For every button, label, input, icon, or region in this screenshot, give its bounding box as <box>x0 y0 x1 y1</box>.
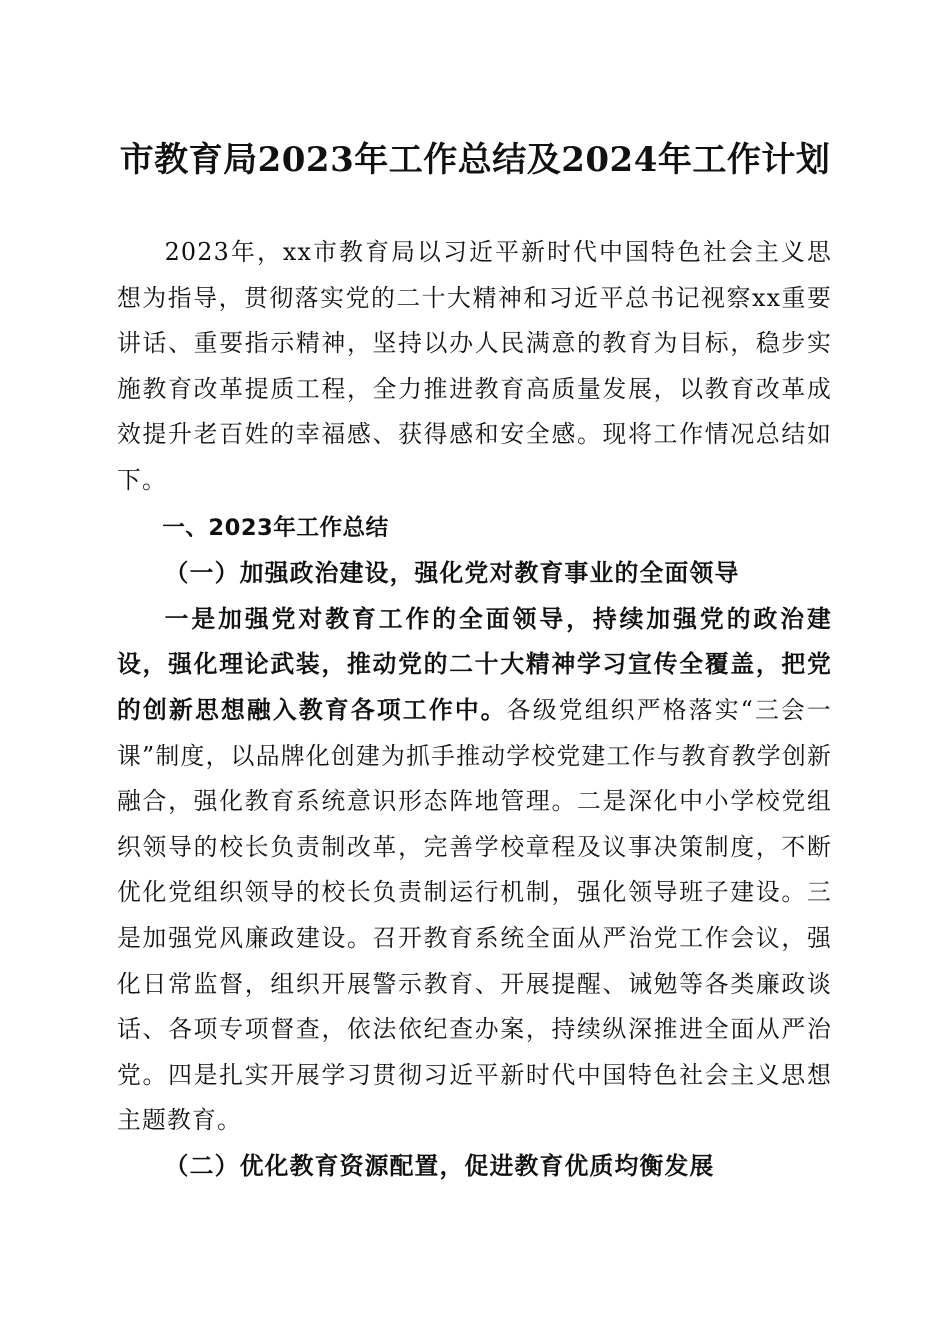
paragraph-body-text: 各级党组织严格落实“三会一课”制度，以品牌化创建为抓手推动学校党建工作与教育教学创新融合，强化教育系统意识形态阵地管理。二是深化中小学校党组织领导的校长负责制改革，完善学校章程及议事决策制度，不断优化党组织领导的校长负责制运行机制，强化领导班子建设。三是加强党风廉政建设。召开教育系统全面从严治党工作会议，强化日常监督，组织开展警示教育、开展提醒、诫勉等各类廉政谈话、各项专项督查，依法依纪查办案，持续纵深推进全面从严治党。四是扎实开展学习贯彻习近平新时代中国特色社会主义思想主题教育。 <box>117 695 832 1135</box>
political-building-paragraph <box>117 597 832 1144</box>
document-title: 市教育局2023年工作总结及2024年工作计划 <box>119 140 831 180</box>
document-body <box>117 230 832 1189</box>
subsection-heading-resource-allocation: （二）优化教育资源配置，促进教育优质均衡发展 <box>164 1151 715 1180</box>
paragraph-lead-sentence: 一是加强党对教育工作的全面领导，持续加强党的政治建设，强化理论武装，推动党的二十大精神学习宣传全覆盖，把党的创新思想融入教育各项工作中。 <box>117 604 832 724</box>
intro-paragraph: 2023年，xx市教育局以习近平新时代中国特色社会主义思想为指导，贯彻落实党的二十大精神和习近平总书记视察xx重要讲话、重要指示精神，坚持以办人民满意的教育为目标，稳步实施教育改革提质工程，全力推进教育高质量发展，以教育改革成效提升老百姓的幸福感、获得感和安全感。现将工作情况总结如下。 <box>117 238 832 494</box>
subsection-heading-political-building: （一）加强政治建设，强化党对教育事业的全面领导 <box>164 559 740 588</box>
section-heading-2023-summary: 一、2023年工作总结 <box>162 514 389 541</box>
